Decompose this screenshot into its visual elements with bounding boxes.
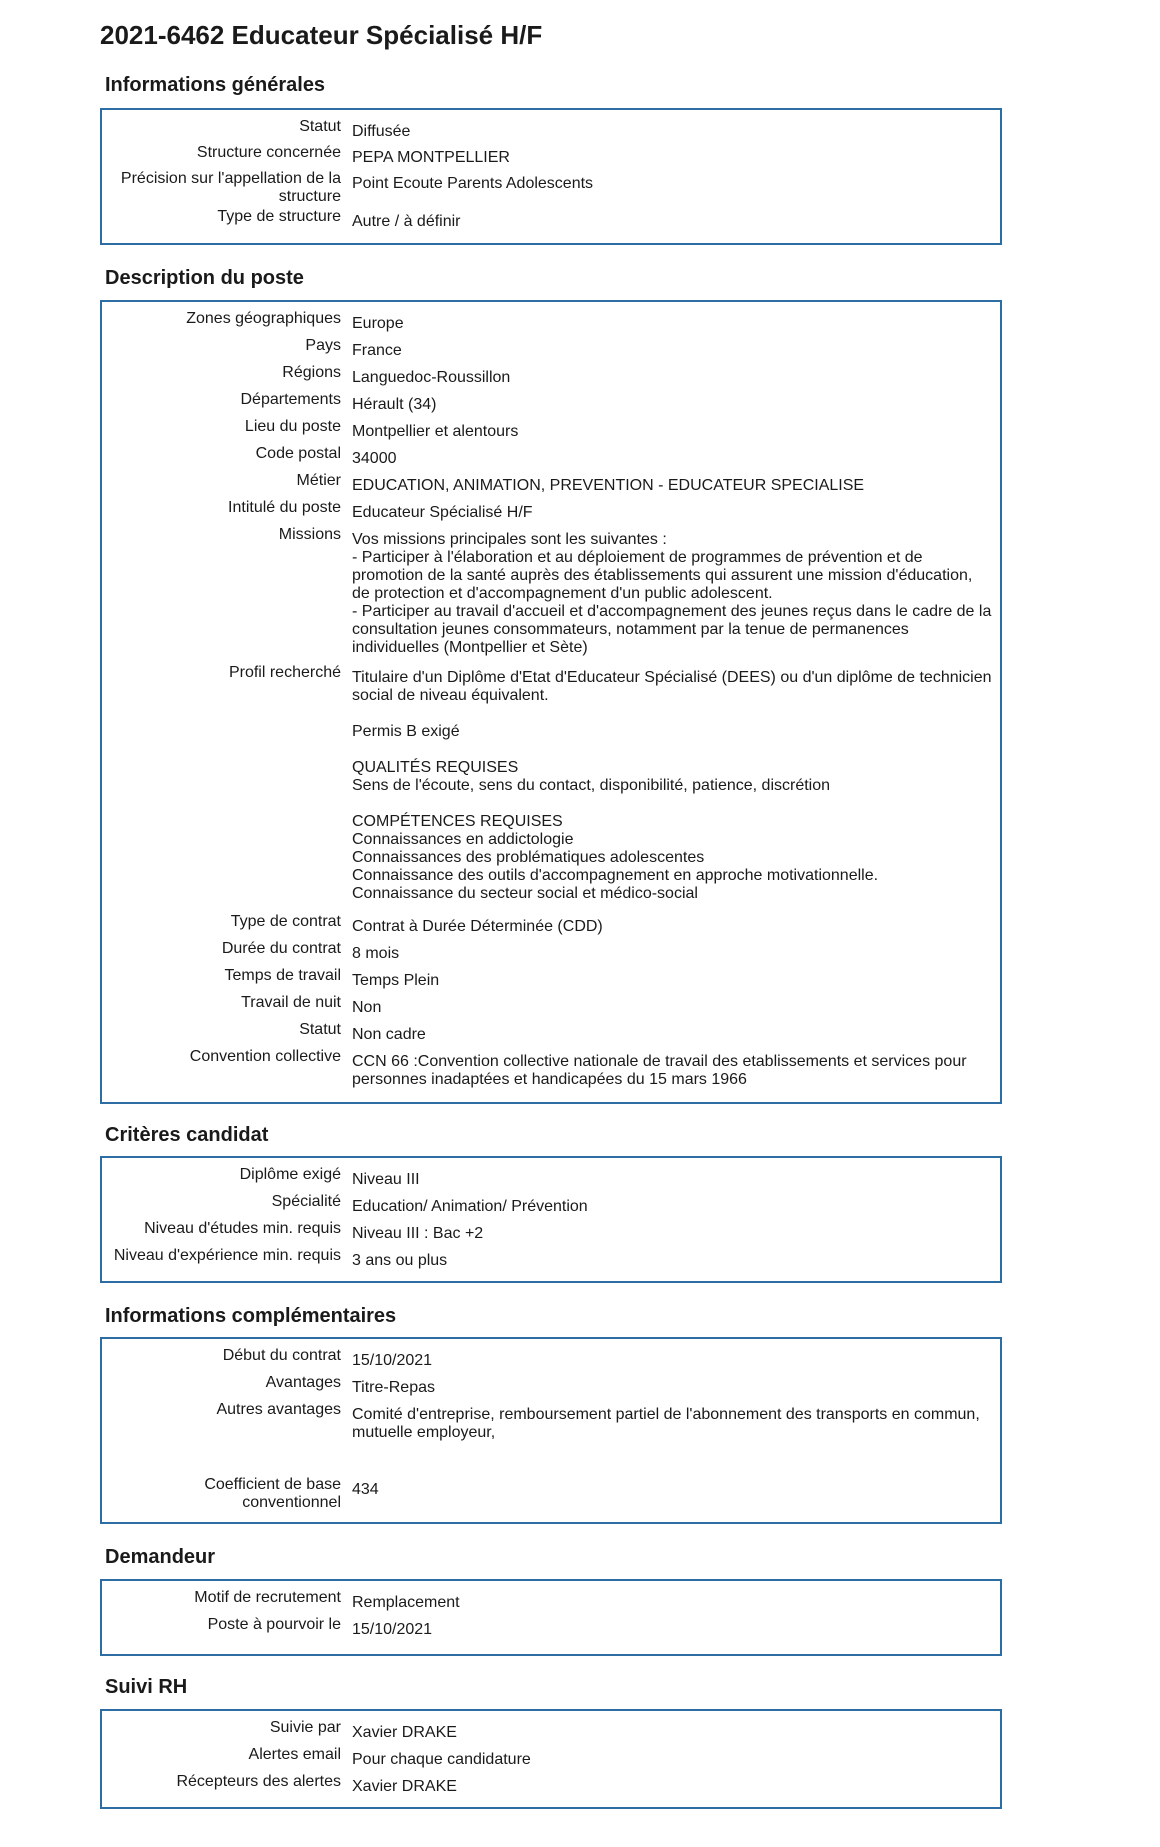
field-label: Diplôme exigé — [239, 1166, 341, 1183]
field-label: Récepteurs des alertes — [176, 1773, 341, 1790]
field-label: Pays — [305, 337, 341, 354]
field-label: Type de structure — [217, 208, 341, 225]
field-row-regions — [102, 363, 1000, 390]
field-row-metier — [102, 471, 1000, 498]
field-label: Coefficient de base conventionnel — [204, 1476, 341, 1511]
field-value: CCN 66 :Convention collective nationale de travail des etablissements et services pour personnes inadaptées et handicapées du 15 mars 1966 — [352, 1053, 967, 1088]
field-row-coefficient — [102, 1475, 1000, 1515]
field-value: EDUCATION, ANIMATION, PREVENTION - EDUCATEUR SPECIALISE — [352, 477, 865, 494]
field-row-temps-de-travail — [102, 966, 1000, 993]
section-heading-criteres-candidat: Critères candidat — [105, 1124, 269, 1146]
field-value: Contrat à Durée Déterminée (CDD) — [352, 918, 603, 935]
field-value: Non — [352, 999, 382, 1016]
description-du-poste-panel — [100, 300, 1002, 1104]
field-value: 3 ans ou plus — [352, 1252, 448, 1269]
field-label: Statut — [299, 1021, 341, 1038]
section-heading-description-du-poste: Description du poste — [105, 267, 304, 289]
field-row-statut — [102, 1020, 1000, 1047]
field-row-profil-recherche — [102, 663, 1000, 912]
field-row-precision-appellation — [102, 169, 1000, 207]
field-row-lieu-du-poste — [102, 417, 1000, 444]
section-heading-informations-generales: Informations générales — [105, 74, 326, 96]
field-value: Point Ecoute Parents Adolescents — [352, 175, 594, 192]
demandeur-panel — [100, 1579, 1002, 1656]
field-label: Temps de travail — [224, 967, 341, 984]
field-value: 34000 — [352, 450, 397, 467]
field-label: Niveau d'expérience min. requis — [113, 1247, 341, 1264]
field-value: Pour chaque candidature — [352, 1751, 531, 1768]
section-heading-informations-complementaires: Informations complémentaires — [105, 1305, 397, 1327]
field-row-type-de-contrat — [102, 912, 1000, 939]
criteres-candidat-panel — [100, 1156, 1002, 1283]
field-row-missions — [102, 525, 1000, 663]
field-label: Convention collective — [189, 1048, 341, 1065]
field-label: Missions — [278, 526, 341, 543]
field-label: Travail de nuit — [241, 994, 341, 1011]
field-value: Non cadre — [352, 1026, 426, 1043]
field-label: Niveau d'études min. requis — [144, 1220, 341, 1237]
field-row-type-de-structure — [102, 207, 1000, 233]
field-label: Motif de recrutement — [194, 1589, 341, 1606]
field-label: Alertes email — [248, 1746, 341, 1763]
field-value: 8 mois — [352, 945, 400, 962]
field-value: 434 — [352, 1481, 379, 1498]
field-label: Code postal — [255, 445, 341, 462]
field-label: Autres avantages — [216, 1401, 341, 1418]
section-heading-suivi-rh: Suivi RH — [105, 1676, 188, 1698]
field-row-recepteurs-alertes — [102, 1772, 1000, 1799]
field-value: Autre / à définir — [352, 213, 461, 230]
field-label: Régions — [282, 364, 341, 381]
field-value: Languedoc-Roussillon — [352, 369, 511, 386]
field-row-code-postal — [102, 444, 1000, 471]
field-value: PEPA MONTPELLIER — [352, 149, 510, 166]
field-label: Type de contrat — [230, 913, 341, 930]
field-label: Métier — [296, 472, 341, 489]
field-value: Educateur Spécialisé H/F — [352, 504, 533, 521]
informations-generales-panel — [100, 108, 1002, 245]
field-row-intitule-du-poste — [102, 498, 1000, 525]
field-label: Intitulé du poste — [228, 499, 341, 516]
field-label: Précision sur l'appellation de la structure — [120, 170, 341, 205]
field-value: Hérault (34) — [352, 396, 437, 413]
field-row-diplome-exige — [102, 1165, 1000, 1192]
field-value: Vos missions principales sont les suivantes : - Participer à l'élaboration et au déploiement de programmes de prévention et de promotion de la santé auprès des établissements qui assurent une mission d'éducation, de protection et d'accompagnement d'un public adolescent. - Participer au travail d'accueil et d'accompagnement des jeunes reçus dans le cadre de la consultation jeunes consommateurs, notamment par la tenue de permanences individuelles (Montpellier et Sète) — [352, 531, 992, 656]
field-label: Lieu du poste — [244, 418, 341, 435]
field-value: Titulaire d'un Diplôme d'Etat d'Educateur Spécialisé (DEES) ou d'un diplôme de technicien social de niveau équivalent. Permis B exigé QUALITÉS REQUISES Sens de l'écoute, sens du contact, disponibilité, patience, discrétion COMPÉTENCES REQUISES Connaissances en addictologie Connaissances des problématiques adolescentes Connaissance des outils d'accompagnement en approche motivationnelle. Connaissance du secteur social et médico-social — [352, 669, 992, 902]
informations-complementaires-panel — [100, 1337, 1002, 1524]
field-row-poste-a-pourvoir — [102, 1615, 1000, 1642]
field-value: Europe — [352, 315, 404, 332]
field-value: Remplacement — [352, 1594, 460, 1611]
field-value: 15/10/2021 — [352, 1621, 433, 1638]
field-row-structure-concernee — [102, 143, 1000, 169]
field-label: Départements — [240, 391, 341, 408]
field-value: 15/10/2021 — [352, 1352, 433, 1369]
field-row-alertes-email — [102, 1745, 1000, 1772]
field-label: Statut — [299, 118, 341, 135]
field-value: Montpellier et alentours — [352, 423, 519, 440]
field-value: Niveau III — [352, 1171, 420, 1188]
field-value: France — [352, 342, 402, 359]
field-label: Début du contrat — [222, 1347, 341, 1364]
field-row-zones-geographiques — [102, 309, 1000, 336]
field-value: Xavier DRAKE — [352, 1778, 457, 1795]
field-row-avantages — [102, 1373, 1000, 1400]
field-label: Structure concernée — [196, 144, 341, 161]
field-row-specialite — [102, 1192, 1000, 1219]
field-label: Profil recherché — [228, 664, 341, 681]
field-row-suivie-par — [102, 1718, 1000, 1745]
field-row-niveau-etudes — [102, 1219, 1000, 1246]
field-value: Niveau III : Bac +2 — [352, 1225, 484, 1242]
field-label: Durée du contrat — [221, 940, 341, 957]
field-value: Temps Plein — [352, 972, 440, 989]
field-row-debut-du-contrat — [102, 1346, 1000, 1373]
field-row-niveau-experience — [102, 1246, 1000, 1273]
field-row-pays — [102, 336, 1000, 363]
field-row-statut — [102, 117, 1000, 143]
field-label: Avantages — [265, 1374, 341, 1391]
field-value: Titre-Repas — [352, 1379, 435, 1396]
field-label: Suivie par — [269, 1719, 341, 1736]
suivi-rh-panel — [100, 1709, 1002, 1809]
field-value: Comité d'entreprise, remboursement partiel de l'abonnement des transports en commun, mutuelle employeur, — [352, 1406, 980, 1441]
field-label: Zones géographiques — [186, 310, 341, 327]
field-value: Xavier DRAKE — [352, 1724, 457, 1741]
field-value: Education/ Animation/ Prévention — [352, 1198, 588, 1215]
field-row-motif-de-recrutement — [102, 1588, 1000, 1615]
field-row-duree-du-contrat — [102, 939, 1000, 966]
field-value: Diffusée — [352, 123, 411, 140]
field-row-departements — [102, 390, 1000, 417]
field-label: Poste à pourvoir le — [207, 1616, 341, 1633]
field-row-travail-de-nuit — [102, 993, 1000, 1020]
field-row-autres-avantages — [102, 1400, 1000, 1475]
field-label: Spécialité — [271, 1193, 341, 1210]
section-heading-demandeur: Demandeur — [105, 1546, 216, 1568]
page-title: 2021-6462 Educateur Spécialisé H/F — [100, 20, 543, 50]
field-row-convention-collective — [102, 1047, 1000, 1093]
